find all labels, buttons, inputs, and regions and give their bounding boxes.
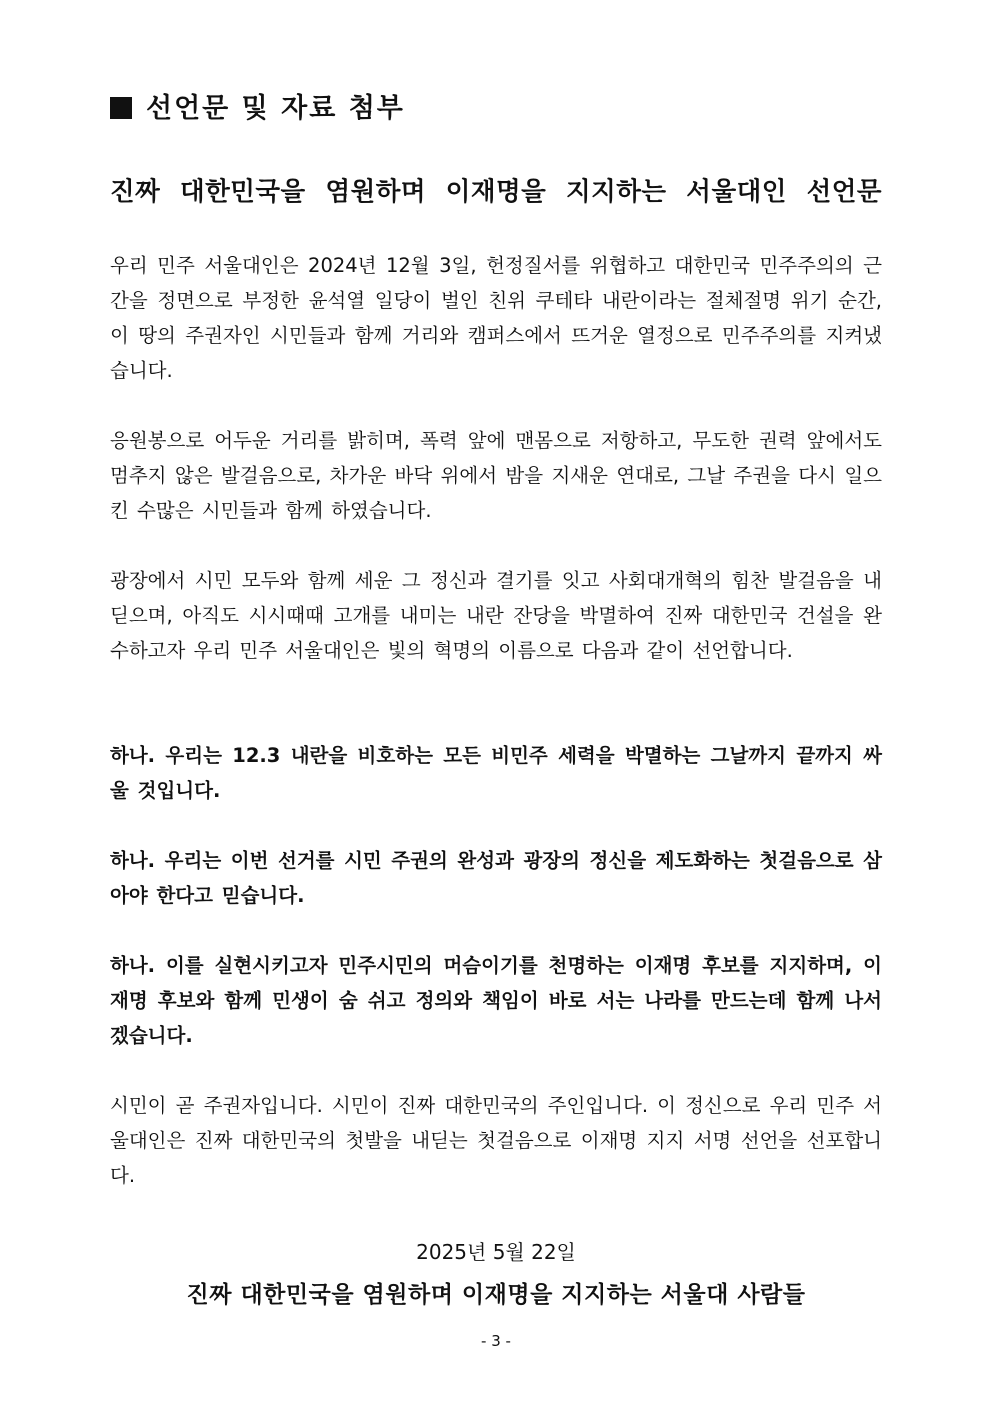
resolution-item: 하나. 우리는 12.3 내란을 비호하는 모든 비민주 세력을 박멸하는 그날까지 끝까지 싸울 것입니다. [110,744,882,802]
section-heading [110,86,405,125]
paragraph: 응원봉으로 어두운 거리를 밝히며, 폭력 앞에 맨몸으로 저항하고, 무도한 권력 앞에서도 멈추지 않은 발걸음으로, 차가운 바닥 위에서 밤을 지새운 연대로, 그날 주권을 다시 일으킨 수많은 시민들과 함께 하였습니다. [110,429,882,522]
signatory: 진짜 대한민국을 염원하며 이재명을 지지하는 서울대 사람들 [186,1282,806,1308]
declaration-title: 진짜 대한민국을 염원하며 이재명을 지지하는 서울대인 선언문 [110,177,882,207]
resolution-item: 하나. 이를 실현시키고자 민주시민의 머슴이기를 천명하는 이재명 후보를 지지하며, 이재명 후보와 함께 민생이 숨 쉬고 정의와 책임이 바로 서는 나라를 만드는데 함께 나서겠습니다. [110,954,882,1047]
page-number: - 3 - [481,1332,511,1350]
section-heading-text: 선언문 및 자료 첨부 [146,93,405,124]
black-square-icon [110,97,132,119]
closing-paragraph: 시민이 곧 주권자입니다. 시민이 진짜 대한민국의 주인입니다. 이 정신으로 우리 민주 서울대인은 진짜 대한민국의 첫발을 내딛는 첫걸음으로 이재명 지지 서명 선언을 선포합니다. [110,1094,882,1187]
paragraph: 우리 민주 서울대인은 2024년 12월 3일, 헌정질서를 위협하고 대한민국 민주주의의 근간을 정면으로 부정한 윤석열 일당이 벌인 친위 쿠테타 내란이라는 절체절명 위기 순간, 이 땅의 주권자인 시민들과 함께 거리와 캠퍼스에서 뜨거운 열정으로 민주주의를 지켜냈습니다. [110,254,882,382]
declaration-date: 2025년 5월 22일 [416,1240,576,1264]
resolution-item: 하나. 우리는 이번 선거를 시민 주권의 완성과 광장의 정신을 제도화하는 첫걸음으로 삼아야 한다고 믿습니다. [110,849,882,907]
paragraph: 광장에서 시민 모두와 함께 세운 그 정신과 결기를 잇고 사회대개혁의 힘찬 발걸음을 내딛으며, 아직도 시시때때 고개를 내미는 내란 잔당을 박멸하여 진짜 대한민국 건설을 완수하고자 우리 민주 서울대인은 빛의 혁명의 이름으로 다음과 같이 선언합니다. [110,569,882,662]
